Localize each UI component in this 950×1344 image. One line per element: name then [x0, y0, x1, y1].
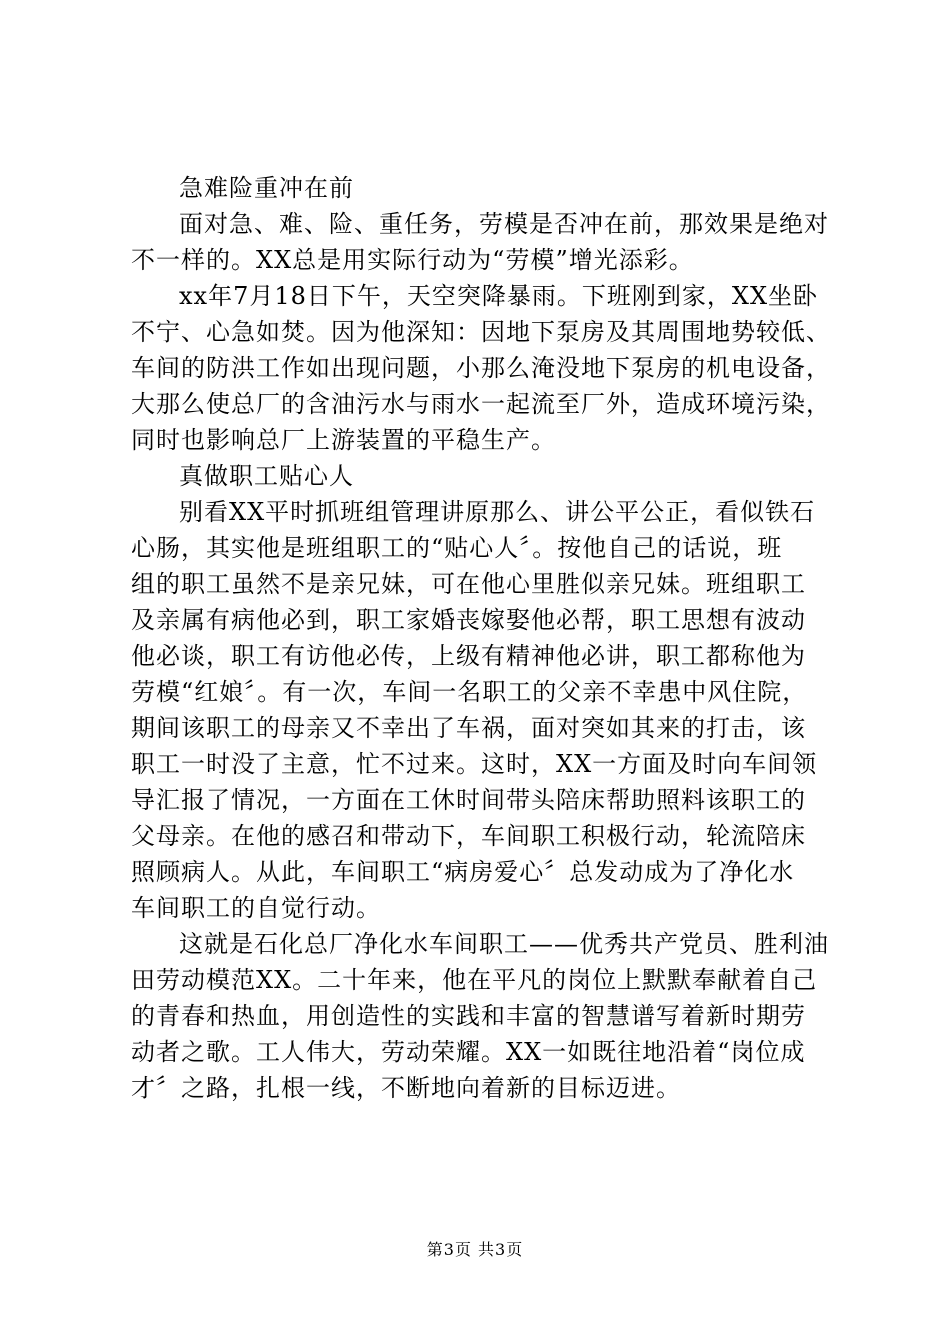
page-footer	[0, 1240, 950, 1260]
text-line: 照顾病人。从此，车间职工“病房爱心〞总发动成为了净化水	[131, 858, 795, 886]
text-line: 车间职工的自觉行动。	[131, 894, 381, 922]
paragraph	[131, 926, 831, 1106]
text-line: 心肠，其实他是班组职工的“贴心人〞。按他自己的话说，班	[131, 534, 783, 562]
text-line: 组的职工虽然不是亲兄妹，可在他心里胜似亲兄妹。班组职工	[131, 570, 806, 598]
text-line: xx年7月18日下午，天空突降暴雨。下班刚到家，XX坐卧	[179, 282, 819, 310]
text-line: 车间的防洪工作如出现问题，小那么淹没地下泵房的机电设备，	[131, 354, 831, 382]
paragraph	[131, 278, 831, 458]
paragraph-heading-urgent-tasks	[131, 170, 831, 206]
text-line: 大那么使总厂的含油污水与雨水一起流至厂外，造成环境污染，	[131, 390, 831, 418]
text-line: 导汇报了情况，一方面在工休时间带头陪床帮助照料该职工的	[131, 786, 806, 814]
text-line: 别看XX平时抓班组管理讲原那么、讲公平公正，看似铁石	[179, 498, 816, 526]
text-line: 不一样的。XX总是用实际行动为“劳模”增光添彩。	[131, 246, 694, 274]
text-line: 动者之歌。工人伟大，劳动荣耀。XX一如既往地沿着“岗位成	[131, 1038, 806, 1066]
text-line: 父母亲。在他的感召和带动下，车间职工积极行动，轮流陪床	[131, 822, 806, 850]
text-line: 期间该职工的母亲又不幸出了车祸，面对突如其来的打击，该	[131, 714, 806, 742]
paragraph	[131, 206, 831, 278]
text-line: 急难险重冲在前	[179, 174, 354, 202]
text-line: 面对急、难、险、重任务，劳模是否冲在前，那效果是绝对	[179, 210, 829, 238]
text-line: 他必谈，职工有访他必传，上级有精神他必讲，职工都称他为	[131, 642, 806, 670]
text-line: 这就是石化总厂净化水车间职工——优秀共产党员、胜利油	[179, 930, 829, 958]
text-line: 及亲属有病他必到，职工家婚丧嫁娶他必帮，职工思想有波动	[131, 606, 806, 634]
text-line: 真做职工贴心人	[179, 462, 354, 490]
text-line: 职工一时没了主意，忙不过来。这时，XX一方面及时向车间领	[131, 750, 818, 778]
text-line: 劳模“红娘〞。有一次，车间一名职工的父亲不幸患中风住院，	[131, 678, 808, 706]
page-number: 第3页 共3页	[426, 1240, 524, 1259]
text-line: 田劳动模范XX。二十年来，他在平凡的岗位上默默奉献着自己	[131, 966, 818, 994]
paragraph-heading-caring-colleague	[131, 458, 831, 494]
text-line: 才〞之路，扎根一线，不断地向着新的目标迈进。	[131, 1074, 681, 1102]
paragraph	[131, 494, 831, 926]
text-line: 同时也影响总厂上游装置的平稳生产。	[131, 426, 556, 454]
text-line: 的青春和热血，用创造性的实践和丰富的智慧谱写着新时期劳	[131, 1002, 806, 1030]
document-body	[131, 170, 831, 1106]
text-line: 不宁、心急如焚。因为他深知：因地下泵房及其周围地势较低、	[131, 318, 831, 346]
